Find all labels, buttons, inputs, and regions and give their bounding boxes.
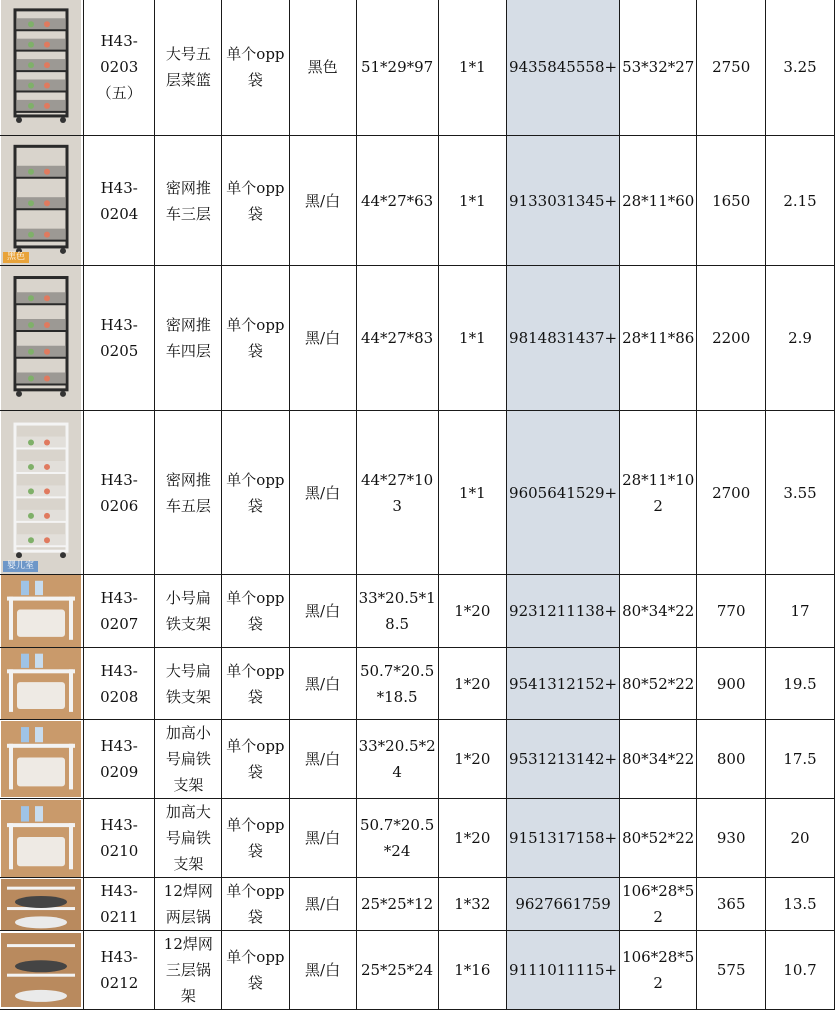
product-code-cell: [84, 720, 155, 799]
pack-quantity: 1*20: [454, 602, 491, 620]
product-size: 50.7*20.5 *18.5: [359, 661, 435, 706]
pack-quantity-cell: [438, 799, 506, 878]
product-thumbnail-cell: [0, 799, 84, 878]
product-thumbnail-cell: [0, 648, 84, 720]
product-name-cell: [155, 0, 222, 136]
tall-small-shelf-photo: [1, 721, 81, 797]
product-name: 小号扁 铁支架: [165, 589, 211, 633]
product-name-cell: [155, 136, 222, 266]
table-row: [0, 878, 835, 931]
product-code: H43-0209: [100, 737, 139, 781]
pack-quantity-cell: [438, 720, 506, 799]
color: 黑/白: [305, 602, 341, 620]
color-cell: [289, 575, 356, 648]
product-code: H43-0207: [100, 589, 139, 633]
carton-size: 80*34*22: [622, 750, 695, 768]
carton-size-cell: [620, 411, 697, 575]
product-name-cell: [155, 720, 222, 799]
barcode: 9627661759: [515, 895, 611, 913]
product-code: H43-0203 （五）: [96, 32, 142, 102]
color-cell: [289, 266, 356, 411]
product-name-cell: [155, 411, 222, 575]
product-size: 44*27*63: [360, 191, 434, 210]
packaging: 单个opp 袋: [226, 470, 285, 515]
weight: 800: [716, 750, 746, 768]
product-code: H43-0204: [100, 178, 139, 223]
carton-size: 106*28*5 2: [622, 948, 695, 992]
table-row: [0, 411, 835, 575]
carton-size-cell: [620, 0, 697, 136]
thumbnail-badge: 黑色: [3, 252, 29, 263]
volume: 20: [790, 829, 810, 847]
packaging-cell: [222, 878, 289, 931]
barcode: 9151317158+: [509, 829, 618, 847]
product-size-cell: [356, 799, 438, 878]
product-name-cell: [155, 878, 222, 931]
product-size: 44*27*10 3: [360, 470, 434, 515]
pack-quantity-cell: [438, 266, 506, 411]
pack-quantity-cell: [438, 0, 506, 136]
color-cell: [289, 411, 356, 575]
weight: 930: [716, 829, 746, 847]
product-size: 33*20.5*1 8.5: [358, 589, 436, 633]
packaging: 单个opp 袋: [226, 316, 285, 360]
pack-quantity: 1*1: [459, 191, 486, 210]
volume: 19.5: [783, 674, 817, 693]
packaging-cell: [222, 931, 289, 1010]
color-cell: [289, 136, 356, 266]
pack-quantity: 1*1: [459, 329, 486, 347]
barcode-cell: [507, 575, 620, 648]
barcode: 9111011115+: [509, 961, 618, 979]
product-code: H43-0205: [100, 316, 139, 360]
volume-cell: [766, 136, 835, 266]
color: 黑/白: [305, 674, 341, 693]
product-code: H43-0206: [100, 470, 139, 515]
barcode-cell: [507, 266, 620, 411]
volume: 13.5: [783, 895, 817, 913]
pack-quantity-cell: [438, 575, 506, 648]
weight: 1650: [712, 191, 751, 210]
barcode: 9435845558+: [509, 58, 618, 76]
packaging-cell: [222, 136, 289, 266]
weight: 2700: [712, 483, 751, 502]
carton-size: 80*52*22: [622, 829, 695, 847]
carton-size: 53*32*27: [622, 58, 695, 76]
five-tier-basket-photo: [1, 0, 81, 135]
large-shelf-photo: [1, 648, 81, 719]
product-code: H43-0212: [100, 948, 139, 992]
product-size: 50.7*20.5 *24: [359, 816, 435, 860]
product-thumbnail-cell: [0, 136, 84, 266]
packaging: 单个opp 袋: [226, 178, 285, 223]
packaging: 单个opp 袋: [226, 737, 285, 781]
product-name-cell: [155, 648, 222, 720]
color-cell: [289, 799, 356, 878]
volume-cell: [766, 799, 835, 878]
volume: 17: [790, 602, 810, 620]
product-code: H43-0208: [100, 661, 139, 706]
product-size-cell: [356, 648, 438, 720]
color: 黑/白: [305, 895, 341, 913]
product-name: 12焊网 两层锅: [163, 882, 213, 926]
color: 黑/白: [305, 961, 341, 979]
product-name-cell: [155, 266, 222, 411]
volume-cell: [766, 411, 835, 575]
product-code-cell: [84, 575, 155, 648]
barcode-cell: [507, 136, 620, 266]
carton-size-cell: [620, 931, 697, 1010]
carton-size: 28*11*86: [622, 329, 695, 347]
packaging-cell: [222, 266, 289, 411]
product-code-cell: [84, 136, 155, 266]
product-size: 44*27*83: [360, 329, 434, 347]
table-row: [0, 720, 835, 799]
five-tier-cart-photo: [1, 411, 81, 574]
table-row: [0, 931, 835, 1010]
product-code-cell: [84, 648, 155, 720]
carton-size: 80*52*22: [622, 674, 695, 693]
pack-quantity: 1*20: [454, 750, 491, 768]
carton-size-cell: [620, 136, 697, 266]
table-row: [0, 799, 835, 878]
volume-cell: [766, 0, 835, 136]
color-cell: [289, 878, 356, 931]
weight: 365: [716, 895, 746, 913]
carton-size-cell: [620, 799, 697, 878]
weight-cell: [697, 0, 766, 136]
volume: 3.55: [783, 483, 817, 502]
product-code: H43-0210: [100, 816, 139, 860]
volume: 2.15: [783, 191, 817, 210]
barcode-cell: [507, 799, 620, 878]
product-thumbnail-cell: [0, 575, 84, 648]
product-code-cell: [84, 931, 155, 1010]
product-name: 密网推 车五层: [165, 470, 211, 515]
packaging-cell: [222, 720, 289, 799]
product-thumbnail-cell: [0, 878, 84, 931]
thumbnail-badge: 婴儿室: [3, 561, 38, 572]
small-shelf-photo: [1, 575, 81, 647]
pack-quantity: 1*32: [454, 895, 491, 913]
barcode-cell: [507, 411, 620, 575]
weight-cell: [697, 575, 766, 648]
product-size-cell: [356, 575, 438, 648]
volume-cell: [766, 720, 835, 799]
packaging: 单个opp 袋: [226, 948, 285, 992]
color: 黑/白: [305, 483, 341, 502]
carton-size-cell: [620, 648, 697, 720]
weight-cell: [697, 266, 766, 411]
pack-quantity: 1*1: [459, 483, 486, 502]
color: 黑/白: [305, 829, 341, 847]
barcode: 9605641529+: [509, 483, 618, 502]
barcode-cell: [507, 931, 620, 1010]
product-thumbnail-cell: [0, 720, 84, 799]
barcode: 9814831437+: [509, 329, 618, 347]
table-row: [0, 136, 835, 266]
product-size-cell: [356, 411, 438, 575]
barcode-cell: [507, 720, 620, 799]
barcode: 9541312152+: [509, 674, 618, 693]
barcode: 9231211138+: [509, 602, 618, 620]
color: 黑/白: [305, 750, 341, 768]
tall-large-shelf-photo: [1, 800, 81, 877]
carton-size-cell: [620, 720, 697, 799]
carton-size: 28*11*10 2: [622, 470, 695, 515]
product-size: 33*20.5*2 4: [358, 737, 436, 781]
weight: 770: [716, 602, 746, 620]
barcode-cell: [507, 878, 620, 931]
product-name: 大号扁 铁支架: [165, 661, 211, 706]
packaging: 单个opp 袋: [226, 661, 285, 706]
color: 黑/白: [305, 191, 341, 210]
carton-size-cell: [620, 266, 697, 411]
carton-size: 106*28*5 2: [622, 882, 695, 926]
four-tier-cart-photo: [1, 266, 81, 410]
product-size-cell: [356, 266, 438, 411]
product-thumbnail-cell: [0, 411, 84, 575]
weight: 900: [716, 674, 746, 693]
pack-quantity: 1*16: [454, 961, 491, 979]
barcode-cell: [507, 0, 620, 136]
product-size: 25*25*24: [360, 961, 434, 979]
pack-quantity: 1*1: [459, 58, 486, 76]
product-name: 12焊网 三层锅 架: [163, 935, 213, 1005]
color-cell: [289, 720, 356, 799]
weight-cell: [697, 136, 766, 266]
pack-quantity: 1*20: [454, 674, 491, 693]
weight-cell: [697, 648, 766, 720]
weight: 575: [716, 961, 746, 979]
product-name: 大号五 层菜篮: [165, 45, 211, 89]
color-cell: [289, 648, 356, 720]
product-code-cell: [84, 411, 155, 575]
carton-size-cell: [620, 575, 697, 648]
volume-cell: [766, 648, 835, 720]
volume: 3.25: [783, 58, 817, 76]
table-row: [0, 0, 835, 136]
product-size-cell: [356, 878, 438, 931]
three-tier-cart-photo: [1, 136, 81, 265]
product-thumbnail-cell: [0, 931, 84, 1010]
packaging-cell: [222, 575, 289, 648]
pack-quantity-cell: [438, 878, 506, 931]
product-size-cell: [356, 720, 438, 799]
product-name: 加高大 号扁铁 支架: [165, 803, 211, 873]
carton-size-cell: [620, 878, 697, 931]
weight-cell: [697, 720, 766, 799]
product-size-cell: [356, 0, 438, 136]
color-cell: [289, 0, 356, 136]
product-name-cell: [155, 799, 222, 878]
packaging: 单个opp 袋: [226, 45, 285, 89]
weight: 2200: [712, 329, 751, 347]
table-row: [0, 575, 835, 648]
packaging-cell: [222, 411, 289, 575]
packaging-cell: [222, 799, 289, 878]
two-tier-pot-rack-photo: [1, 879, 81, 930]
product-size: 51*29*97: [360, 58, 434, 76]
product-code-cell: [84, 878, 155, 931]
product-size-cell: [356, 136, 438, 266]
volume: 10.7: [783, 961, 817, 979]
table-row: [0, 266, 835, 411]
product-name: 加高小 号扁铁 支架: [165, 724, 211, 794]
volume-cell: [766, 878, 835, 931]
three-tier-pot-rack-photo: [1, 933, 81, 1007]
product-code-cell: [84, 799, 155, 878]
weight: 2750: [712, 58, 751, 76]
carton-size: 28*11*60: [622, 191, 695, 210]
product-code-cell: [84, 0, 155, 136]
packaging-cell: [222, 0, 289, 136]
packaging: 单个opp 袋: [226, 589, 285, 633]
product-name: 密网推 车四层: [165, 316, 211, 360]
product-name-cell: [155, 931, 222, 1010]
color-cell: [289, 931, 356, 1010]
pack-quantity-cell: [438, 931, 506, 1010]
weight-cell: [697, 799, 766, 878]
product-code: H43-0211: [100, 882, 139, 926]
volume-cell: [766, 266, 835, 411]
pack-quantity: 1*20: [454, 829, 491, 847]
barcode: 9133031345+: [509, 191, 618, 210]
product-code-cell: [84, 266, 155, 411]
table-row: [0, 648, 835, 720]
pack-quantity-cell: [438, 648, 506, 720]
pack-quantity-cell: [438, 411, 506, 575]
color: 黑/白: [305, 329, 341, 347]
packaging-cell: [222, 648, 289, 720]
product-size: 25*25*12: [360, 895, 434, 913]
barcode-cell: [507, 648, 620, 720]
carton-size: 80*34*22: [622, 602, 695, 620]
weight-cell: [697, 931, 766, 1010]
color: 黑色: [307, 58, 338, 76]
product-size-cell: [356, 931, 438, 1010]
volume: 2.9: [788, 329, 812, 347]
weight-cell: [697, 878, 766, 931]
packaging: 单个opp 袋: [226, 816, 285, 860]
packaging: 单个opp 袋: [226, 882, 285, 926]
product-thumbnail-cell: [0, 0, 84, 136]
pack-quantity-cell: [438, 136, 506, 266]
product-name: 密网推 车三层: [165, 178, 211, 223]
volume-cell: [766, 931, 835, 1010]
volume: 17.5: [783, 750, 817, 768]
product-thumbnail-cell: [0, 266, 84, 411]
weight-cell: [697, 411, 766, 575]
product-name-cell: [155, 575, 222, 648]
barcode: 9531213142+: [509, 750, 618, 768]
volume-cell: [766, 575, 835, 648]
